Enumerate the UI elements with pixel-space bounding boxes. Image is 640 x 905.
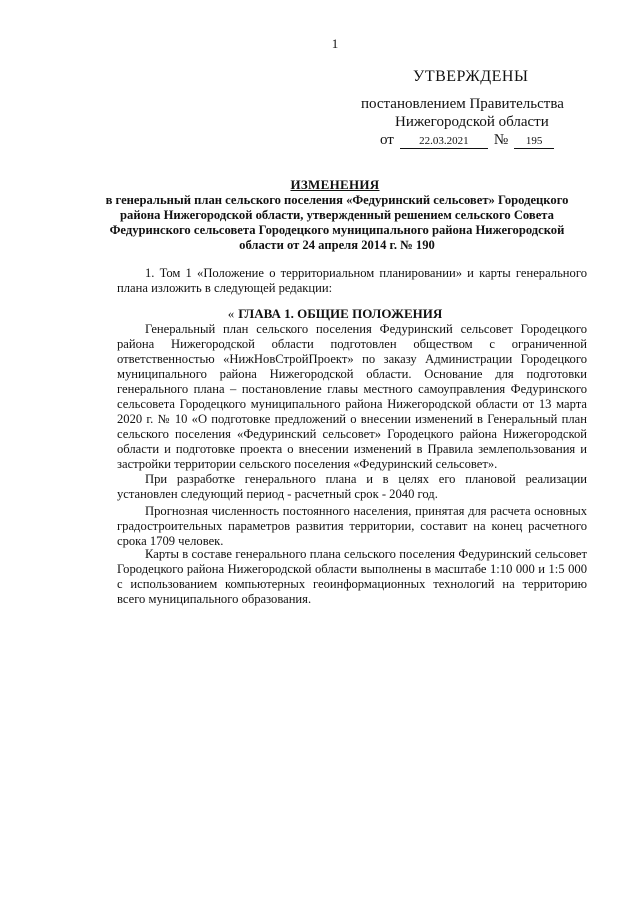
paragraph-period: При разработке генерального плана и в целях его плановой реализации установлен следующий период - расчетный срок - 2040 год. <box>117 472 587 501</box>
paragraph-maps: Карты в составе генерального плана сельского поселения Федуринский сельсовет Городецкого района Нижегородской области выполнены в масштабе 1:10 000 и 1:5 000 с использованием компьютерных геоинформационных технологий на территорию всего муниципального образования. <box>117 547 587 606</box>
from-label: от <box>380 132 394 148</box>
page-number: 1 <box>331 36 339 51</box>
paragraph-population: Прогнозная численность постоянного населения, принятая для расчета основных градостроительных параметров развития территории, составит на конец расчетного срока 1709 человек. <box>117 504 587 548</box>
approval-region-line: Нижегородской области <box>395 114 549 130</box>
document-title: ИЗМЕНЕНИЯ <box>290 177 380 192</box>
chapter-heading <box>0 306 640 322</box>
intro-paragraph: 1. Том 1 «Положение о территориальном планировании» и карты генерального плана изложить в следующей редакции: <box>117 266 587 295</box>
document-subtitle: в генеральный план сельского поселения «Федуринский сельсовет» Городецкого района Нижегородской области, утвержденный решением сельского Совета Федуринского сельсовета Городецкого муниципального района Нижегородской области от 24 апреля 2014 г. № 190 <box>105 193 569 252</box>
approval-authority-line: постановлением Правительства <box>361 96 564 112</box>
approval-date-number-line <box>380 132 554 149</box>
paragraph-basis: Генеральный план сельского поселения Федуринский сельсовет Городецкого района Нижегородской области подготовлен обществом с ограниченной ответственностью «НижНовСтройПроект» по заказу Администрации Городецкого муниципального района Нижегородской области. Основание для подготовки генерального плана – постановление главы местного самоуправления Федуринского сельсовета Городецкого муниципального района Нижегородской области от 13 марта 2020 г. № 10 «О подготовке предложений о внесении изменений в Генеральный план сельского поселения «Федуринский сельсовет» Городецкого района Нижегородской области и подготовке проекта о внесении изменений в Правила землепользования и застройки территории сельского поселения «Федуринский сельсовет». <box>117 322 587 471</box>
number-sign: № <box>493 132 509 148</box>
chapter-title: ГЛАВА 1. ОБЩИЕ ПОЛОЖЕНИЯ <box>238 306 443 321</box>
chapter-open-quote: « <box>227 306 235 321</box>
approval-date: 22.03.2021 <box>400 135 488 149</box>
approval-number: 195 <box>514 135 554 149</box>
approval-title: УТВЕРЖДЕНЫ <box>413 68 529 85</box>
